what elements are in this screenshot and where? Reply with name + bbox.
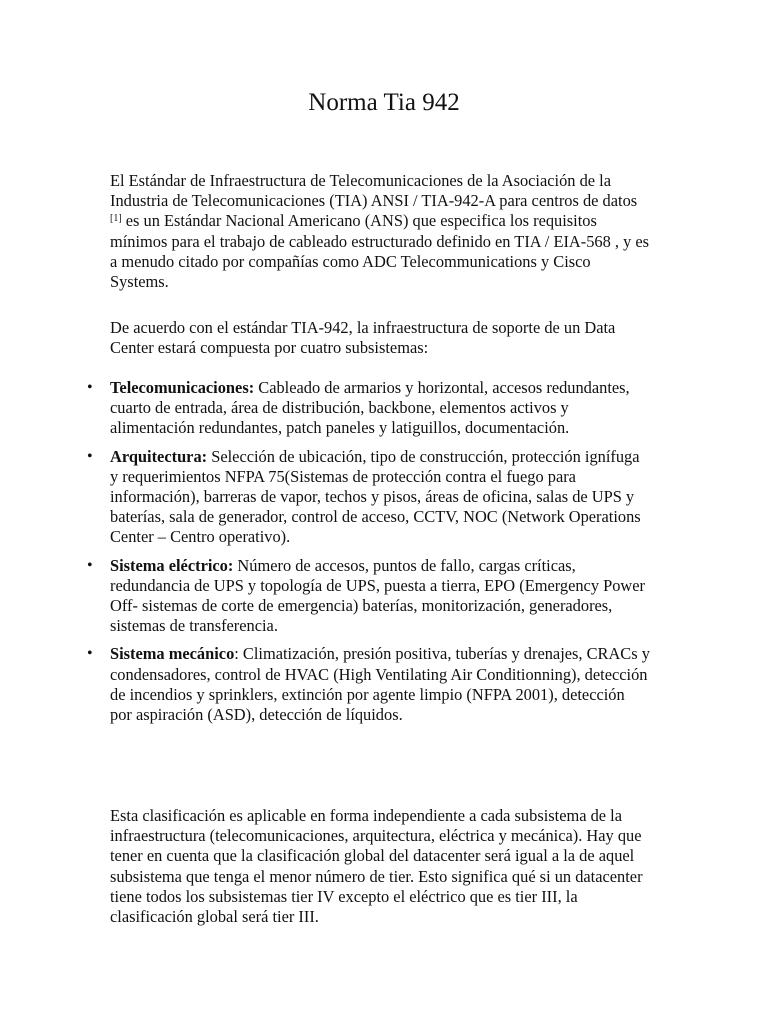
list-item-term: Sistema eléctrico:: [110, 555, 234, 575]
list-item-arquitectura: [0, 447, 768, 548]
bullet-icon: •: [87, 645, 93, 663]
list-item-description: : Climatización, presión positiva, tuberías y drenajes, CRACs y condensadores, control de HVAC (High Ventilating Air Conditionning), detección de incendios y sprinklers, extinción por agente limpio (NFPA 2001), detección por aspiración (ASD), detección de líquidos.: [110, 644, 650, 725]
list-item-text: [110, 556, 650, 637]
page-title: Norma Tia 942: [308, 89, 460, 116]
intro-text-start: El Estándar de Infraestructura de Telecomunicaciones de la Asociación de la Industria de Telecomunicaciones (TIA) ANSI / TIA-942-A para centros de datos: [110, 171, 638, 211]
list-item-text: [110, 378, 650, 439]
list-item-term: Telecomunicaciones:: [110, 378, 255, 397]
classification-paragraph: Esta clasificación es aplicable en forma independiente a cada subsistema de la infraestructura (telecomunicaciones, arquitectura, eléctrica y mecánica). Hay que tener en cuenta que la clasificación global del datacenter será igual a la de aquel subsistema que tenga el menor número de tier. Esto significa qué si un datacenter tiene todos los subsistemas tier IV excepto el eléctrico que es tier III, la clasificación global será tier III.: [110, 806, 643, 927]
subsystems-list: [0, 378, 768, 733]
bullet-icon: •: [87, 447, 93, 465]
list-item-term: Sistema mecánico: [110, 644, 235, 664]
bullet-icon: •: [87, 556, 93, 574]
list-item-sistema-mecanico: [0, 644, 768, 725]
intro-paragraph: [110, 171, 650, 292]
bullet-icon: •: [87, 379, 93, 396]
list-item-text: [110, 447, 650, 548]
list-item-text: [110, 644, 650, 725]
list-item-term: Arquitectura:: [110, 446, 208, 466]
list-item-description: Cableado de armarios y horizontal, accesos redundantes, cuarto de entrada, área de distribución, backbone, elementos activos y alimentación redundantes, patch paneles y latiguillos, documentación.: [110, 378, 630, 438]
list-item-telecomunicaciones: [0, 378, 768, 439]
intro-text-end: es un Estándar Nacional Americano (ANS) que especifica los requisitos mínimos para el trabajo de cableado estructurado definido en TIA / EIA-568 , y es a menudo citado por compañías como ADC Telecommunications y Cisco Systems.: [110, 211, 650, 292]
list-item-sistema-electrico: [0, 556, 768, 637]
list-item-description: Selección de ubicación, tipo de construcción, protección ignífuga y requerimientos NFPA 75(Sistemas de protección contra el fuego para información), barreras de vapor, techos y pisos, áreas de oficina, salas de UPS y baterías, sala de generador, control de acceso, CCTV, NOC (Network Operations Center – Centro operativo).: [110, 446, 641, 547]
list-item-description: Número de accesos, puntos de fallo, cargas críticas, redundancia de UPS y topología de UPS, puesta a tierra, EPO (Emergency Power Off- sistemas de corte de emergencia) baterías, monitorización, generadores, sistemas de transferencia.: [110, 555, 646, 636]
footnote-reference[interactable]: [1]: [110, 213, 122, 225]
subsystems-intro-paragraph: De acuerdo con el estándar TIA-942, la infraestructura de soporte de un Data Center estará compuesta por cuatro subsistemas:: [110, 318, 616, 358]
